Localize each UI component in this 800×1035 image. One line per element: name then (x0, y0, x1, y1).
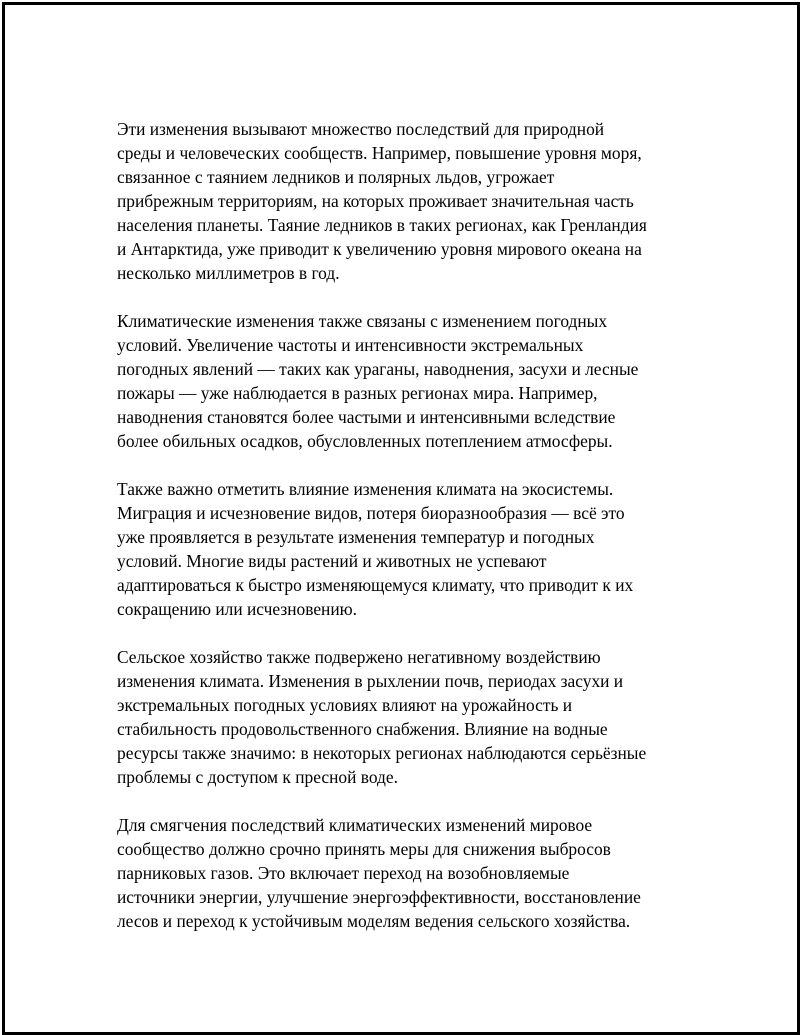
text-line: Также важно отметить влияние изменения климата на экосистемы. (117, 479, 614, 499)
text-line: несколько миллиметров в год. (117, 263, 340, 283)
document-body (117, 117, 697, 957)
text-line: проблемы с доступом к пресной воде. (117, 767, 398, 787)
text-line: Для смягчения последствий климатических изменений мировое (117, 815, 593, 835)
text-line: наводнения становятся более частыми и интенсивными вследствие (117, 407, 616, 427)
text-line: Эти изменения вызывают множество последствий для природной (117, 119, 605, 139)
text-line: уже проявляется в результате изменения температур и погодных (117, 527, 595, 547)
text-line: населения планеты. Таяние ледников в таких регионах, как Гренландия (117, 215, 647, 235)
text-line: лесов и переход к устойчивым моделям ведения сельского хозяйства. (117, 911, 631, 931)
text-line: ресурсы также значимо: в некоторых регионах наблюдаются серьёзные (117, 743, 647, 763)
text-line: и Антарктида, уже приводит к увеличению уровня мирового океана на (117, 239, 642, 259)
text-line: парниковых газов. Это включает переход на возобновляемые (117, 863, 570, 883)
text-line: источники энергии, улучшение энергоэффективности, восстановление (117, 887, 641, 907)
text-line: адаптироваться к быстро изменяющемуся климату, что приводит к их (117, 575, 634, 595)
text-line: экстремальных погодных условиях влияют на урожайность и (117, 695, 573, 715)
text-line: погодных явлений — таких как ураганы, наводнения, засухи и лесные (117, 359, 639, 379)
text-line: Миграция и исчезновение видов, потеря биоразнообразия — всё это (117, 503, 625, 523)
text-line: сокращению или исчезновению. (117, 599, 357, 619)
text-line: условий. Увеличение частоты и интенсивности экстремальных (117, 335, 584, 355)
paragraph-ecosystems (117, 477, 697, 621)
text-line: среды и человеческих сообществ. Например, повышение уровня моря, (117, 143, 642, 163)
text-line: условий. Многие виды растений и животных не успевают (117, 551, 547, 571)
text-line: Сельское хозяйство также подвержено негативному воздействию (117, 647, 601, 667)
paragraph-mitigation (117, 813, 697, 933)
text-line: стабильность продовольственного снабжения. Влияние на водные (117, 719, 608, 739)
text-line: изменения климата. Изменения в рыхлении почв, периодах засухи и (117, 671, 624, 691)
text-line: более обильных осадков, обусловленных потеплением атмосферы. (117, 431, 613, 451)
paragraph-sea-level (117, 117, 697, 285)
text-line: Климатические изменения также связаны с изменением погодных (117, 311, 608, 331)
text-line: прибрежным территориям, на которых проживает значительная часть (117, 191, 634, 211)
paragraph-agriculture (117, 645, 697, 789)
text-line: связанное с таянием ледников и полярных льдов, угрожает (117, 167, 555, 187)
text-line: сообщество должно срочно принять меры для снижения выбросов (117, 839, 611, 859)
paragraph-weather (117, 309, 697, 453)
text-line: пожары — уже наблюдается в разных регионах мира. Например, (117, 383, 598, 403)
